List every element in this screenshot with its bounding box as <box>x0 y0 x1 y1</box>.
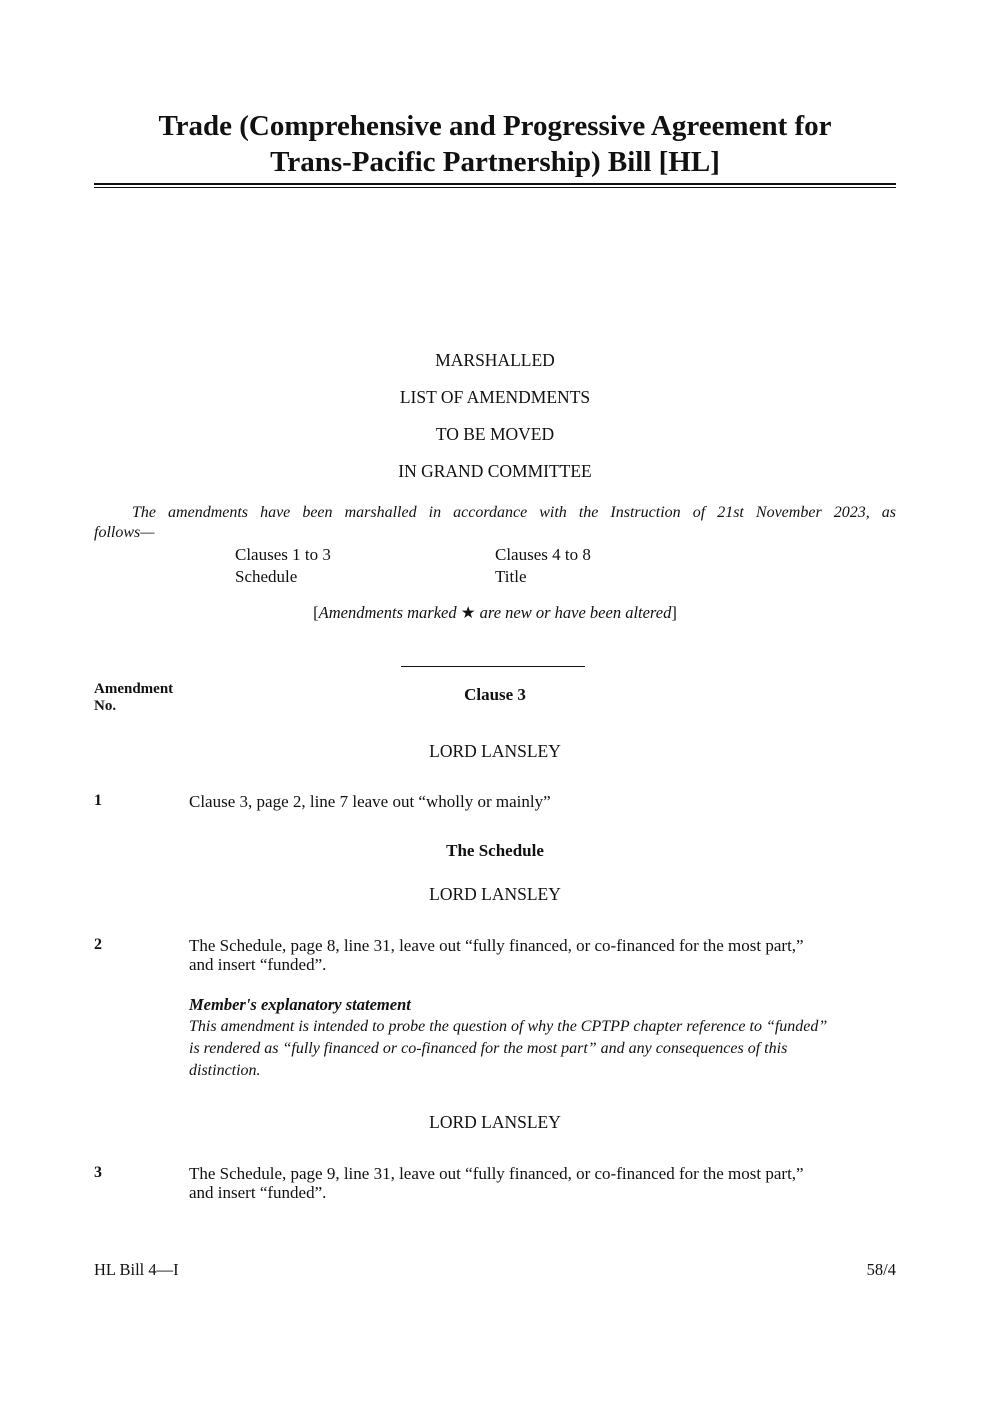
mover-name: LORD LANSLEY <box>429 884 561 904</box>
amendment-text: The Schedule, page 8, line 31, leave out “fully financed, or co-financed for the most part,” and insert “funded”. <box>189 936 804 974</box>
amendment-no-header: Amendment No. <box>94 681 174 714</box>
order-col-2: Clauses 4 to 8 Title <box>495 545 591 586</box>
mover-name: LORD LANSLEY <box>429 741 561 761</box>
order-col-1: Clauses 1 to 3 Schedule <box>235 545 331 586</box>
clause-3-heading: Clause 3 <box>464 685 526 704</box>
amendment-text: Clause 3, page 2, line 7 leave out “wholly or mainly” <box>189 792 551 811</box>
explanatory-statement: Member's explanatory statement This amendment is intended to probe the question of why the CPTPP chapter reference to “funded” is rendered as “fully financed or co-financed for the most part” and any consequences of this distinction. <box>189 995 828 1079</box>
star-note: [Amendments marked ★ are new or have been altered] <box>313 603 677 622</box>
document-heading: MARSHALLED LIST OF AMENDMENTS TO BE MOVED IN GRAND COMMITTEE <box>398 350 592 481</box>
footer-bill-number: HL Bill 4—I <box>94 1260 179 1279</box>
amendment-text: The Schedule, page 9, line 31, leave out “fully financed, or co-financed for the most part,” and insert “funded”. <box>189 1164 804 1202</box>
star-icon: ★ <box>460 603 476 622</box>
amendment-number: 1 <box>94 792 102 809</box>
footer-page-ref: 58/4 <box>866 1260 896 1279</box>
amendment-number: 3 <box>94 1164 102 1181</box>
mover-name: LORD LANSLEY <box>429 1112 561 1132</box>
bill-title: Trade (Comprehensive and Progressive Agreement for Trans-Pacific Partnership) Bill [HL] <box>158 110 832 178</box>
intro-text: The amendments have been marshalled in accordance with the Instruction of 21st November 2023, as follows— <box>94 504 896 541</box>
title-rule-thin <box>94 187 896 188</box>
schedule-heading: The Schedule <box>446 841 544 860</box>
amendment-number: 2 <box>94 936 102 953</box>
section-divider <box>401 666 585 667</box>
title-rule <box>94 183 896 185</box>
